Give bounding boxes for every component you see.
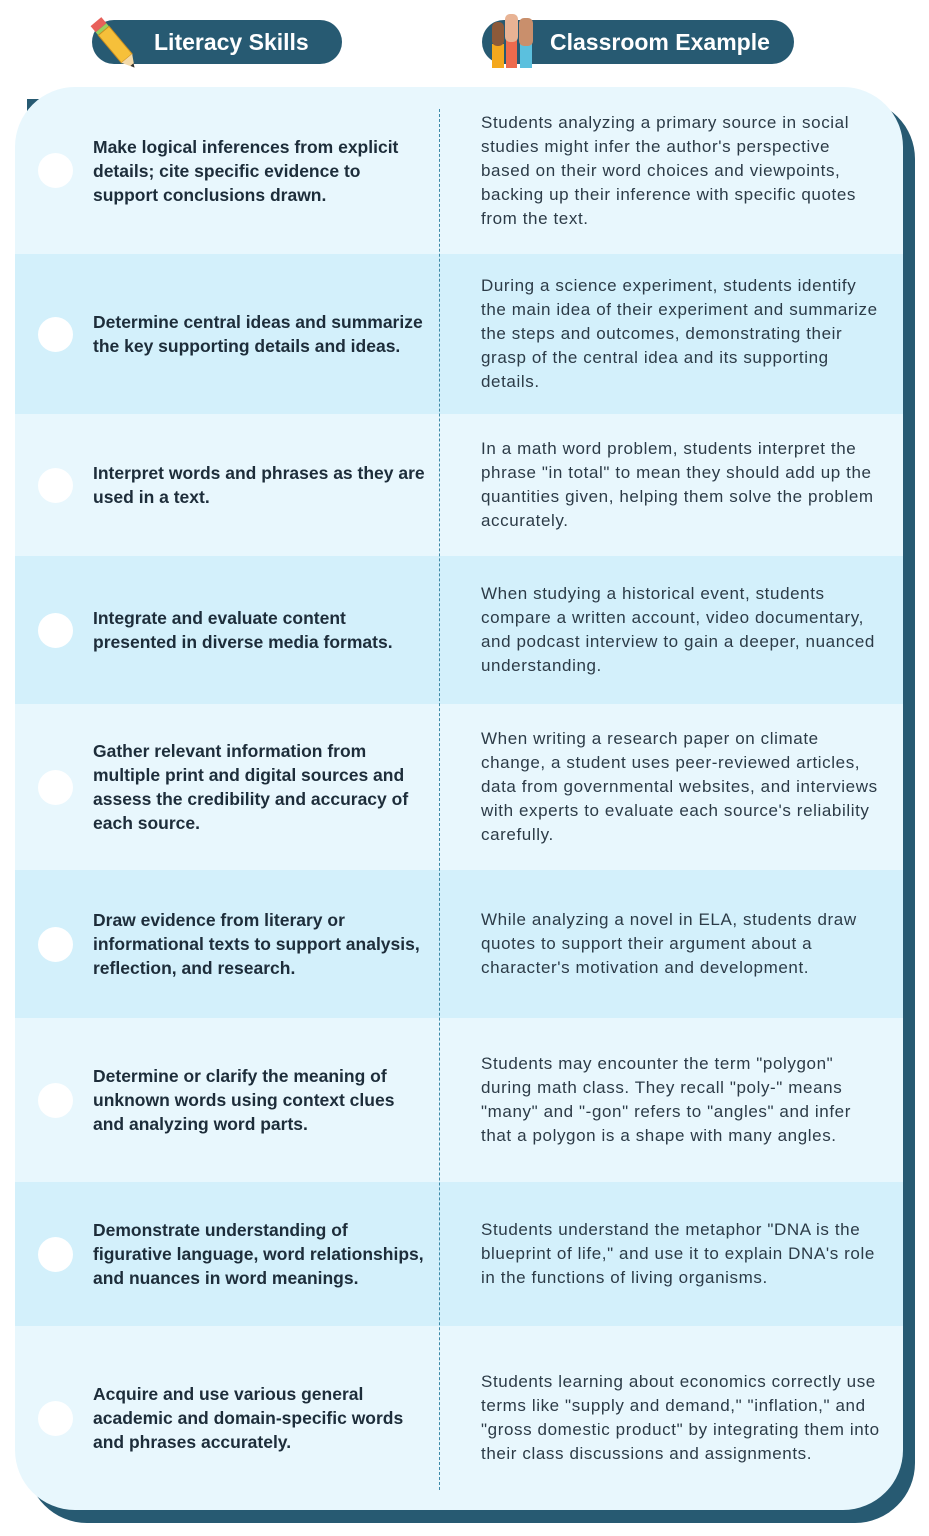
example-text: When studying a historical event, students compare a written account, video documentary, and podcast interview to gain a deeper, nuanced understanding. [481, 584, 875, 675]
example-text: Students may encounter the term "polygon" during math class. They recall "poly-" means "many" and "-gon" refers to "angles" and infer that a polygon is a shape with many angles. [481, 1054, 851, 1145]
raised-hands-icon [484, 10, 544, 68]
table-row [15, 870, 903, 1018]
skill-text: Integrate and evaluate content presented in diverse media formats. [93, 608, 393, 652]
classroom-example-header [482, 20, 794, 64]
bullet-circle [38, 613, 73, 648]
skill-text: Acquire and use various general academic and domain-specific words and phrases accurately. [93, 1384, 404, 1452]
example-text: Students understand the metaphor "DNA is the blueprint of life," and use it to explain DNA's role in the functions of living organisms. [481, 1220, 875, 1287]
skill-text: Draw evidence from literary or informational texts to support analysis, reflection, and research. [93, 910, 420, 978]
pencil-icon [88, 12, 144, 76]
example-text: While analyzing a novel in ELA, students draw quotes to support their argument about a character's motivation and development. [481, 910, 857, 977]
example-text: When writing a research paper on climate change, a student uses peer-reviewed articles, data from governmental websites, and interviews with experts to evaluate each source's reliability carefully. [481, 729, 878, 844]
table-row [15, 704, 903, 870]
bullet-circle [38, 927, 73, 962]
bullet-circle [38, 1401, 73, 1436]
table-row [15, 254, 903, 414]
literacy-skills-header [92, 20, 342, 64]
bullet-circle [38, 1083, 73, 1118]
bullet-circle [38, 1237, 73, 1272]
skill-text: Interpret words and phrases as they are used in a text. [93, 463, 425, 507]
skill-text: Gather relevant information from multiple print and digital sources and assess the credibility and accuracy of each source. [93, 741, 409, 833]
column-divider [439, 109, 440, 1490]
bullet-circle [38, 153, 73, 188]
table-row [15, 414, 903, 556]
table-row [15, 1182, 903, 1326]
example-text: During a science experiment, students identify the main idea of their experiment and summarize the steps and outcomes, demonstrating their grasp of the central idea and its supporting details. [481, 276, 878, 391]
bullet-circle [38, 317, 73, 352]
skill-text: Determine or clarify the meaning of unknown words using context clues and analyzing word parts. [93, 1066, 395, 1134]
table-row [15, 87, 903, 254]
table-row [15, 1326, 903, 1510]
table-row [15, 556, 903, 704]
literacy-skills-label: Literacy Skills [154, 29, 309, 55]
classroom-example-label: Classroom Example [550, 29, 770, 55]
example-text: Students learning about economics correctly use terms like "supply and demand," "inflation," and "gross domestic product" by integrating them into their class discussions and assignments. [481, 1372, 880, 1463]
table-row [15, 1018, 903, 1182]
skills-table [15, 87, 903, 1510]
skill-text: Demonstrate understanding of figurative language, word relationships, and nuances in word meanings. [93, 1220, 424, 1288]
example-text: Students analyzing a primary source in social studies might infer the author's perspective based on their word choices and viewpoints, backing up their inference with specific quotes from the text. [481, 112, 857, 228]
skill-text: Determine central ideas and summarize the key supporting details and ideas. [93, 312, 423, 356]
bullet-circle [38, 468, 73, 503]
example-text: In a math word problem, students interpret the phrase "in total" to mean they should add up the quantities given, helping them solve the problem accurately. [481, 439, 874, 530]
skill-text: Make logical inferences from explicit details; cite specific evidence to support conclusions drawn. [93, 136, 399, 205]
bullet-circle [38, 770, 73, 805]
